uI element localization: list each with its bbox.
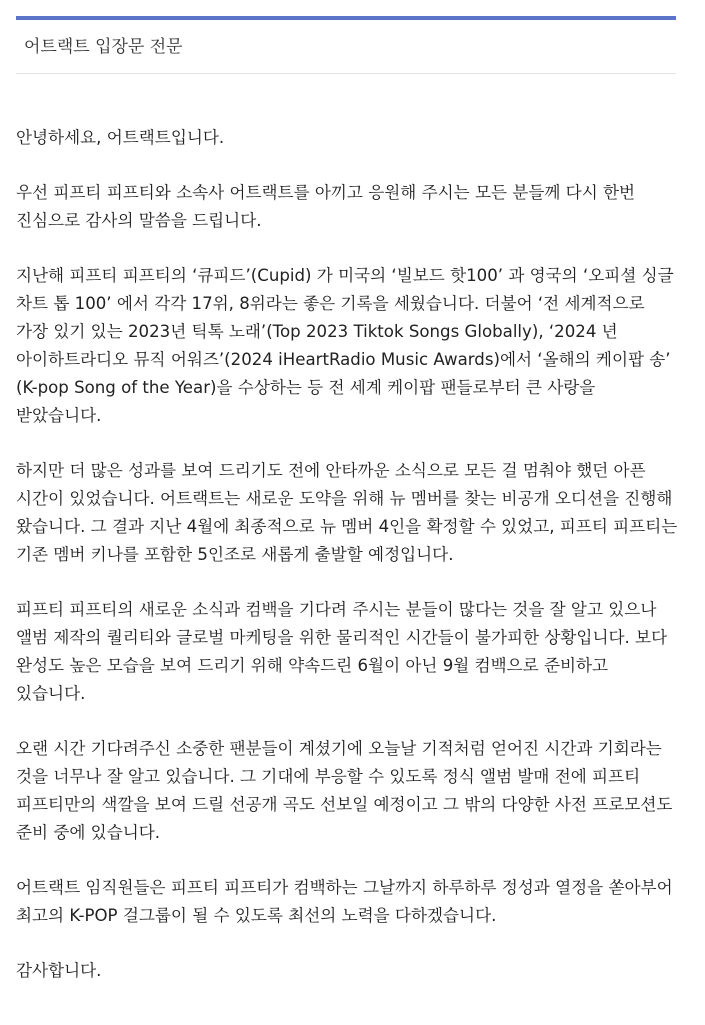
article-body [16,124,678,1012]
thanks-paragraph: 우선 피프티 피프티와 소속사 어트랙트를 아끼고 응원해 주시는 모든 분들께 다시 한번 진심으로 감사의 말씀을 드립니다. [16,183,636,230]
commitment-paragraph: 어트랙트 임직원들은 피프티 피프티가 컴백하는 그날까지 하루하루 정성과 열정을 쏟아부어 최고의 K-POP 걸그룹이 될 수 있도록 최선의 노력을 다하겠습니다. [16,878,673,925]
promotion-paragraph: 오랜 시간 기다려주신 소중한 팬분들이 계셨기에 오늘날 기적처럼 얻어진 시간과 기회라는 것을 너무나 잘 알고 있습니다. 그 기대에 부응할 수 있도록 정식 앨범 발매 전에 피프티 피프티만의 색깔을 보여 드릴 선공개 곡도 선보일 예정이고 그 밖의 다양한 사전 프로모션도 준비 중에 있습니다. [16,739,673,842]
page-title: 어트랙트 입장문 전문 [24,37,183,57]
new-members-paragraph: 하지만 더 많은 성과를 보여 드리기도 전에 안타까운 소식으로 모든 걸 멈춰야 했던 아픈 시간이 있었습니다. 어트랙트는 새로운 도약을 위해 뉴 멤버를 찾는 비공개 오디션을 진행해 왔습니다. 그 결과 지난 4월에 최종적으로 뉴 멤버 4인을 확정할 수 있었고, 피프티 피프티는 기존 멤버 키나를 포함한 5인조로 새롭게 출발할 예정입니다. [16,461,678,564]
greeting-paragraph: 안녕하세요, 어트랙트입니다. [16,128,225,147]
article-header [16,20,676,74]
closing-paragraph: 감사합니다. [16,961,102,980]
comeback-schedule-paragraph: 피프티 피프티의 새로운 소식과 컴백을 기다려 주시는 분들이 많다는 것을 잘 알고 있으나 앨범 제작의 퀄리티와 글로벌 마케팅을 위한 물리적인 시간들이 불가피한 상황입니다. 보다 완성도 높은 모습을 보여 드리기 위해 약속드린 6월이 아닌 9월 컴백으로 준비하고 있습니다. [16,600,668,703]
achievements-paragraph: 지난해 피프티 피프티의 ‘큐피드’(Cupid) 가 미국의 ‘빌보드 핫100’ 과 영국의 ‘오피셜 싱글 차트 톱 100’ 에서 각각 17위, 8위라는 좋은 기록을 세웠습니다. 더불어 ‘전 세계적으로 가장 있기 있는 2023년 틱톡 노래’(Top 2023 Tiktok Songs Globally), ‘2024 년 아이하트라디오 뮤직 어워즈’(2024 iHeartRadio Music Awards)에서 ‘올해의 케이팝 송’ (K-pop Song of the Year)을 수상하는 등 전 세계 케이팝 팬들로부터 큰 사랑을 받았습니다. [16,266,674,425]
